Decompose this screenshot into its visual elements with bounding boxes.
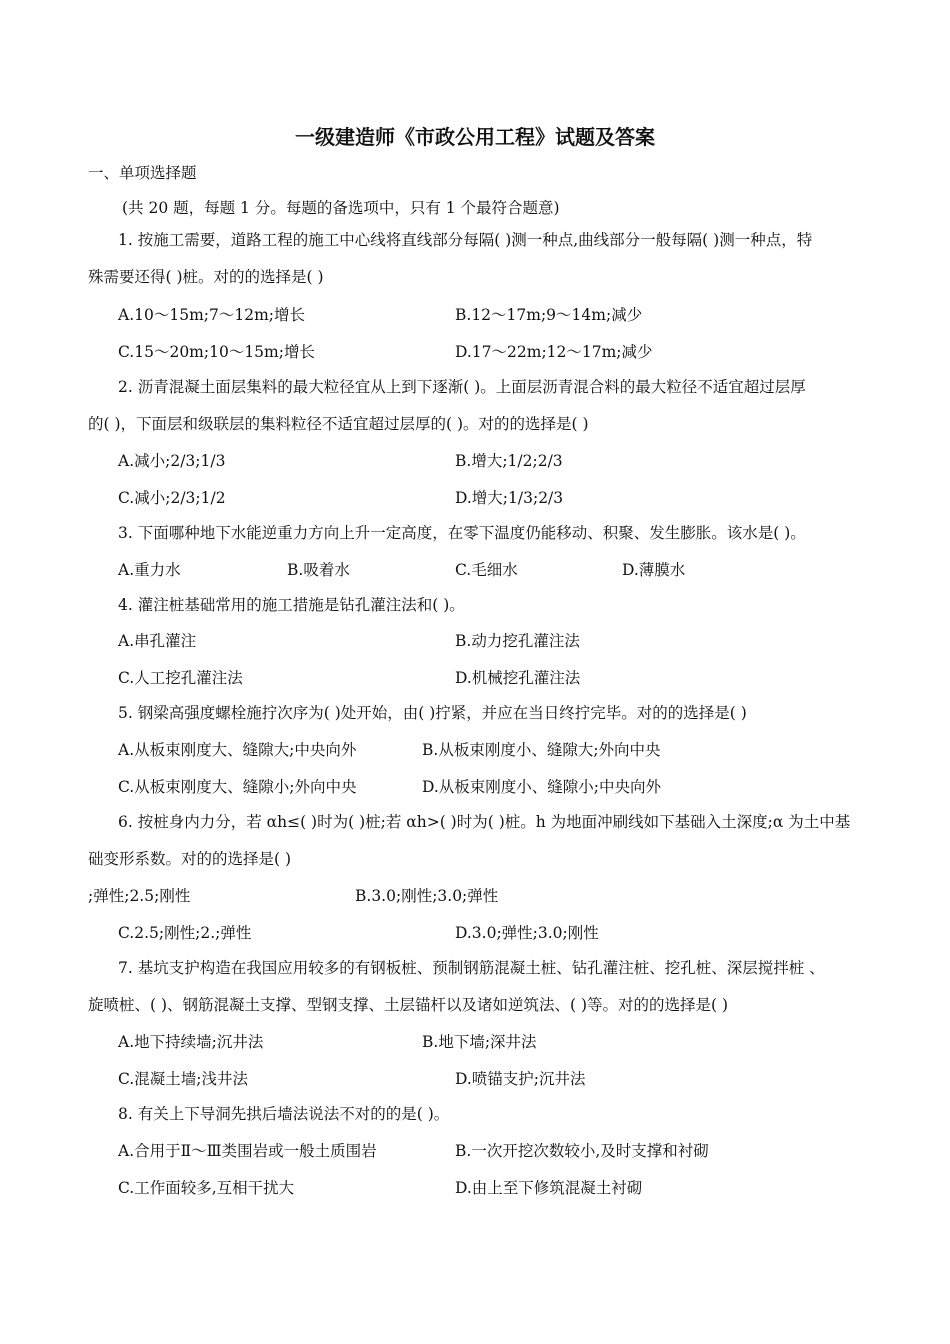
question-2-option-c: C.减小;2/3;1/2 bbox=[118, 489, 226, 507]
document-title: 一级建造师《市政公用工程》试题及答案 bbox=[295, 125, 655, 149]
question-7-option-d: D.喷锚支护;沉井法 bbox=[455, 1070, 586, 1088]
question-1-option-b: B.12～17m;9～14m;减少 bbox=[455, 306, 643, 324]
question-6-option-c: C.2.5;刚性;2.;弹性 bbox=[118, 924, 252, 942]
question-2-stem-line1: 2. 沥青混凝土面层集料的最大粒径宜从上到下逐渐( )。上面层沥青混合料的最大粒径不适宜超过层厚 bbox=[118, 378, 806, 396]
question-4-option-c: C.人工挖孔灌注法 bbox=[118, 669, 243, 687]
question-8-option-c: C.工作面较多,互相干扰大 bbox=[118, 1179, 295, 1197]
question-8-option-d: D.由上至下修筑混凝土衬砌 bbox=[455, 1179, 643, 1197]
question-3-option-d: D.薄膜水 bbox=[622, 561, 686, 579]
question-5-option-b: B.从板束刚度小、缝隙大;外向中央 bbox=[422, 741, 661, 759]
question-1-stem-line1: 1. 按施工需要，道路工程的施工中心线将直线部分每隔( )测一种点,曲线部分一般每隔( )测一种点，特 bbox=[118, 231, 813, 249]
question-1-option-a: A.10～15m;7～12m;增长 bbox=[118, 306, 305, 324]
question-6-option-a: ;弹性;2.5;刚性 bbox=[88, 887, 191, 905]
question-5-option-d: D.从板束刚度小、缝隙小;中央向外 bbox=[422, 778, 662, 796]
question-6-option-d: D.3.0;弹性;3.0;刚性 bbox=[455, 924, 599, 942]
question-5-option-a: A.从板束刚度大、缝隙大;中央向外 bbox=[118, 741, 357, 759]
question-7-option-c: C.混凝土墙;浅井法 bbox=[118, 1070, 248, 1088]
question-6-option-b: B.3.0;刚性;3.0;弹性 bbox=[355, 887, 499, 905]
question-4-option-b: B.动力挖孔灌注法 bbox=[455, 632, 580, 650]
question-8-stem-line1: 8. 有关上下导洞先拱后墙法说法不对的的是( )。 bbox=[118, 1105, 450, 1123]
question-2-option-b: B.增大;1/2;2/3 bbox=[455, 452, 563, 470]
question-3-stem-line1: 3. 下面哪种地下水能逆重力方向上升一定高度，在零下温度仍能移动、积聚、发生膨胀。该水是( )。 bbox=[118, 524, 806, 542]
question-4-stem-line1: 4. 灌注桩基础常用的施工措施是钻孔灌注法和( )。 bbox=[118, 596, 465, 614]
question-2-option-d: D.增大;1/3;2/3 bbox=[455, 489, 564, 507]
question-3-option-c: C.毛细水 bbox=[455, 561, 518, 579]
question-2-stem-line2: 的( )，下面层和级联层的集料粒径不适宜超过层厚的( )。对的的选择是( ) bbox=[88, 415, 589, 433]
question-3-option-b: B.吸着水 bbox=[287, 561, 350, 579]
question-8-option-a: A.合用于Ⅱ～Ⅲ类围岩或一般土质围岩 bbox=[118, 1142, 377, 1160]
question-7-stem-line1: 7. 基坑支护构造在我国应用较多的有钢板桩、预制钢筋混凝土桩、钻孔灌注桩、挖孔桩、深层搅拌桩 、 bbox=[118, 959, 825, 977]
question-5-option-c: C.从板束刚度大、缝隙小;外向中央 bbox=[118, 778, 357, 796]
question-2-option-a: A.减小;2/3;1/3 bbox=[118, 452, 226, 470]
question-7-stem-line2: 旋喷桩、( )、钢筋混凝土支撑、型钢支撑、土层锚杆以及诸如逆筑法、( )等。对的的选择是( ) bbox=[88, 996, 729, 1014]
question-1-option-d: D.17～22m;12～17m;减少 bbox=[455, 343, 653, 361]
section-note: (共 20 题，每题 1 分。每题的备选项中，只有 1 个最符合题意) bbox=[122, 199, 560, 217]
question-1-stem-line2: 殊需要还得( )桩。对的的选择是( ) bbox=[88, 268, 324, 286]
section-heading: 一、单项选择题 bbox=[88, 164, 197, 182]
question-3-option-a: A.重力水 bbox=[118, 561, 181, 579]
question-4-option-d: D.机械挖孔灌注法 bbox=[455, 669, 581, 687]
question-7-option-b: B.地下墙;深井法 bbox=[422, 1033, 537, 1051]
question-7-option-a: A.地下持续墙;沉井法 bbox=[118, 1033, 264, 1051]
question-6-stem-line2: 础变形系数。对的的选择是( ) bbox=[88, 850, 292, 868]
question-4-option-a: A.串孔灌注 bbox=[118, 632, 197, 650]
question-8-option-b: B.一次开挖次数较小,及时支撑和衬砌 bbox=[455, 1142, 709, 1160]
question-5-stem-line1: 5. 钢梁高强度螺栓施拧次序为( )处开始，由( )拧紧，并应在当日终拧完毕。对的的选择是( ) bbox=[118, 704, 747, 722]
question-6-stem-line1: 6. 按桩身内力分，若 αh≤( )时为( )桩;若 αh>( )时为( )桩。h 为地面冲刷线如下基础入土深度;α 为土中基 bbox=[118, 813, 851, 831]
question-1-option-c: C.15～20m;10～15m;增长 bbox=[118, 343, 315, 361]
